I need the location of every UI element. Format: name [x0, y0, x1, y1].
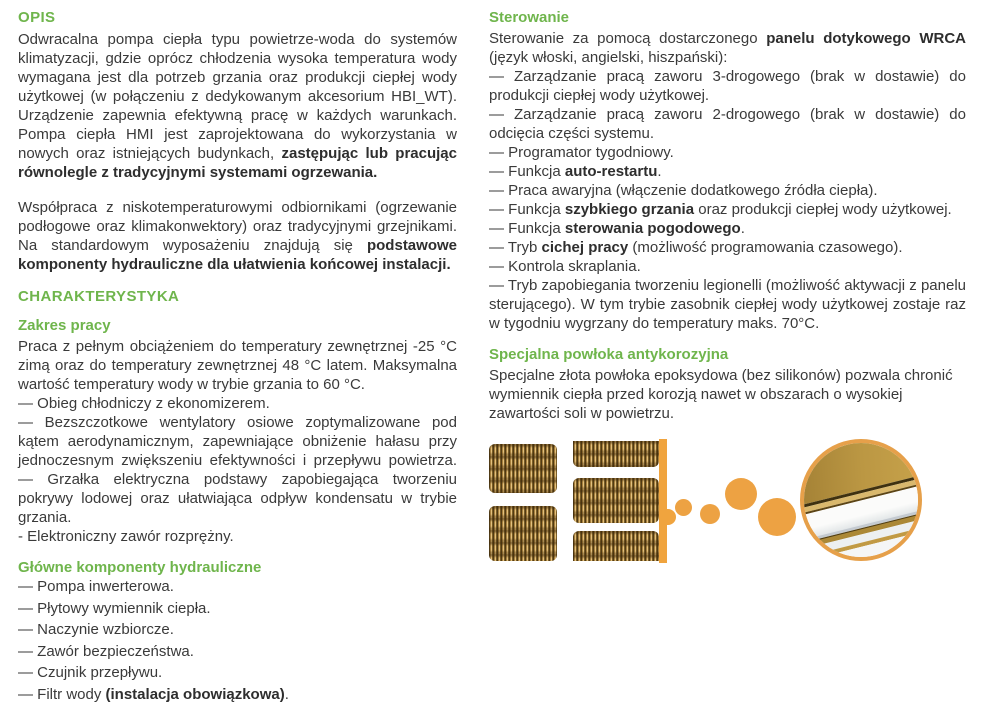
list-item: — Obieg chłodniczy z ekonomizerem. [18, 395, 270, 412]
subheading-zakres-pracy: Zakres pracy [18, 317, 111, 334]
sterowanie-intro-paragraph: Sterowanie za pomocą dostarczonego panelu dotykowego WRCA (język włoski, angielski, hiszpański): [489, 30, 966, 66]
list-item: — Praca awaryjna (włączenie dodatkowego źródła ciepła). [489, 182, 878, 199]
right-column [489, 8, 966, 565]
subheading-sterowanie: Sterowanie [489, 9, 570, 26]
list-item: - Elektroniczny zawór rozprężny. [18, 528, 234, 545]
section-heading-opis: OPIS [18, 9, 56, 26]
coating-layers-graphic [800, 439, 922, 561]
zoom-trail-dot [725, 478, 757, 510]
zoom-trail-dot [675, 499, 692, 516]
zakres-list [18, 394, 457, 546]
fin-block [573, 531, 659, 561]
subheading-powloka: Specjalna powłoka antykorozyjna [489, 346, 729, 363]
opis-paragraph-2: Współpraca z niskotemperaturowymi odbiornikami (ogrzewanie podłogowe oraz klimakonwektory) oraz tradycyjnymi grzejnikami. Na standardowym wyposażeniu znajdują się podstawowe komponenty hydrauliczne dla ułatwienia końcowej instalacji. [18, 199, 457, 273]
list-item: — Programator tygodniowy. [489, 144, 674, 161]
zoom-trail-dot [700, 504, 720, 524]
zoom-detail-circle [800, 439, 922, 561]
list-item: — Naczynie wzbiorcze. [18, 621, 174, 638]
list-item: — Filtr wody (instalacja obowiązkowa). [18, 685, 289, 703]
fin-block [573, 478, 659, 523]
powloka-paragraph: Specjalne złota powłoka epoksydowa (bez silikonów) pozwala chronić wymiennik ciepła przed korozją nawet w obszarach o wysokiej zawartości soli w powietrzu. [489, 367, 953, 422]
subheading-komponenty: Główne komponenty hydrauliczne [18, 559, 262, 576]
list-item: — Czujnik przepływu. [18, 664, 163, 681]
list-item: — Grzałka elektryczna podstawy zapobiegająca tworzeniu pokrywy lodowej oraz ułatwiająca odpływ kondensatu w trybie grzania. [18, 471, 457, 526]
list-item: — Funkcja auto-restartu. [489, 163, 662, 180]
list-item: — Pompa inwerterowa. [18, 578, 174, 595]
list-item: — Bezszczotkowe wentylatory osiowe zoptymalizowane pod kątem aerodynamicznym, zapewniające obniżenie hałasu przy jednoczesnym zwiększeniu efektywności i przepływu powietrza. [18, 414, 457, 469]
list-item: — Funkcja szybkiego grzania oraz produkcji ciepłej wody użytkowej. [489, 201, 952, 218]
coating-illustration [489, 437, 966, 565]
sterowanie-list [489, 67, 966, 333]
list-item: — Tryb zapobiegania tworzeniu legionelli (możliwość aktywacji z panelu sterującego). W tym trybie zasobnik ciepłej wody użytkowej zostaje raz w tygodniu wygrzany do temperatury maks. 70°C. [489, 277, 966, 332]
fin-block [489, 506, 557, 561]
list-item: — Płytowy wymiennik ciepła. [18, 599, 211, 617]
list-item: — Zarządzanie pracą zaworu 3-drogowego (brak w dostawie) do produkcji ciepłej wody użytkowej. [489, 68, 966, 104]
fin-block [489, 444, 557, 493]
fin-block [573, 441, 659, 467]
list-item: — Funkcja sterowania pogodowego. [489, 220, 745, 237]
list-item: — Zarządzanie pracą zaworu 2-drogowego (brak w dostawie) do odcięcia części systemu. [489, 106, 966, 142]
list-item: — Tryb cichej pracy (możliwość programowania czasowego). [489, 239, 903, 256]
komponenty-list [18, 577, 457, 704]
orange-pointer [667, 509, 676, 525]
zakres-intro-paragraph: Praca z pełnym obciążeniem do temperatury zewnętrznej -25 °C zimą oraz do temperatury zewnętrznej 48 °C latem. Maksymalna wartość temperatury wody w trybie grzania to 60 °C. [18, 338, 457, 393]
opis-paragraph-1: Odwracalna pompa ciepła typu powietrze-woda do systemów klimatyzacji, gdzie oprócz chłodzenia wysoka temperatura wody wymagana jest dla potrzeb grzania oraz produkcji ciepłej wody użytkowej (w połączeniu z dedykowanym akcesorium HBI_WT). Urządzenie zapewnia efektywną pracę w każdych warunkach. Pompa ciepła HMI jest zaprojektowana do wykorzystania w nowych oraz istniejących budynkach, zastępując lub pracując równolegle z tradycyjnymi systemami ogrzewania. [18, 31, 457, 181]
list-item: — Zawór bezpieczeństwa. [18, 642, 194, 660]
orange-edge-bar [659, 439, 667, 563]
left-column [18, 8, 457, 706]
zoom-trail-dot [758, 498, 796, 536]
fin-coil-photo [489, 439, 669, 563]
list-item: — Kontrola skraplania. [489, 258, 641, 275]
section-heading-charakterystyka: CHARAKTERYSTYKA [18, 288, 180, 305]
